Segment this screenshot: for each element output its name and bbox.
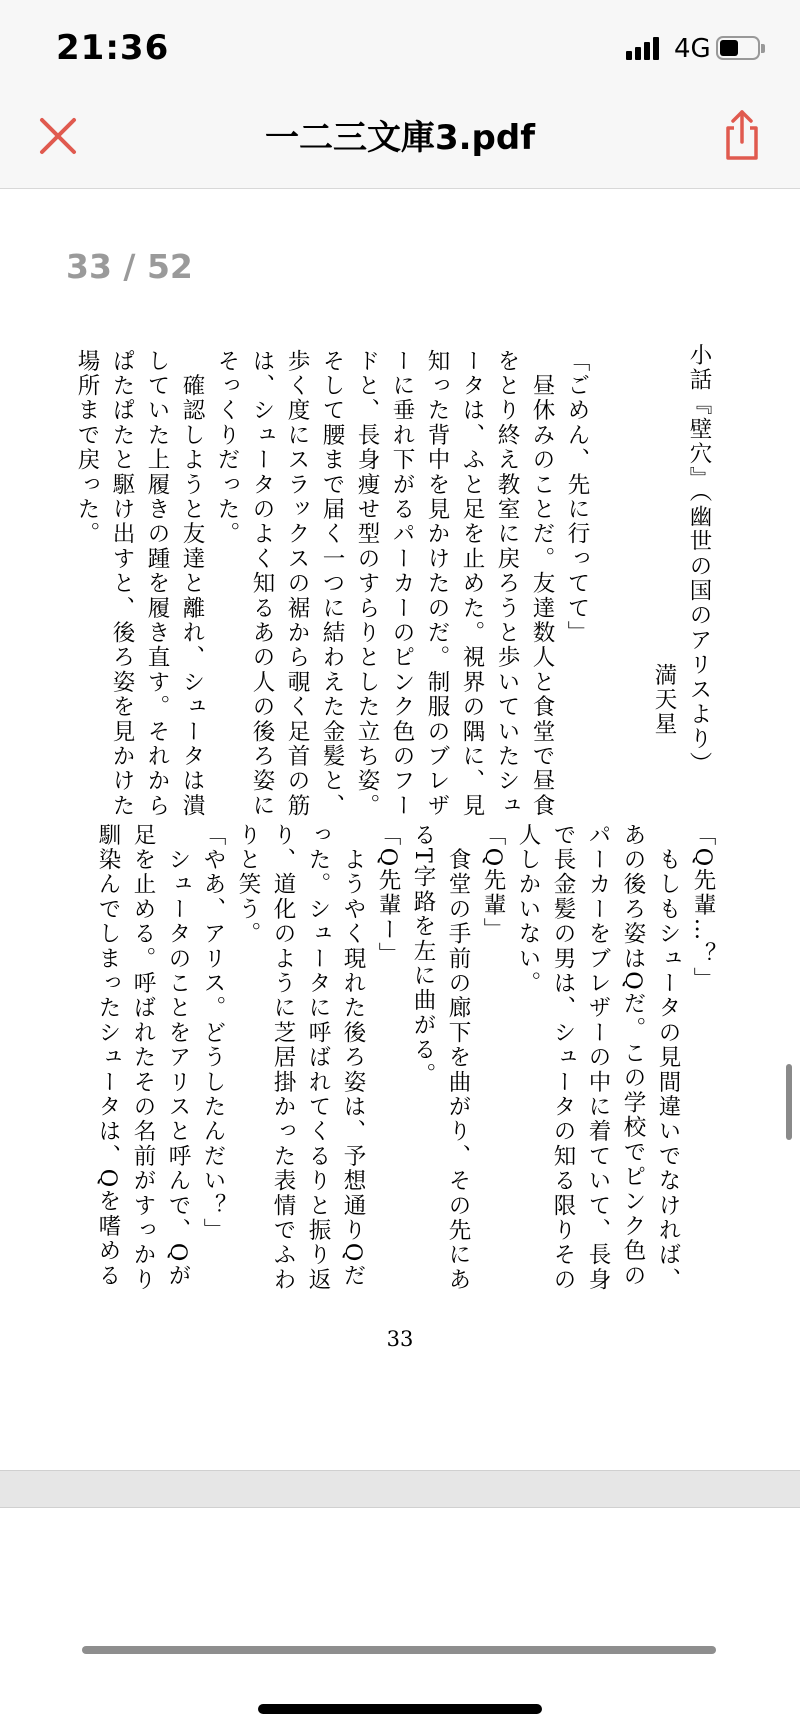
text-line: 知った背中を見かけたのだ。制服のブレザ: [424, 349, 450, 819]
text-line: そして腰まで届く一つに結わえた金髪と、: [319, 349, 345, 819]
scroll-indicator[interactable]: [786, 1064, 792, 1140]
page-indicator: 33 / 52: [66, 247, 193, 286]
text-line: 「ごめん、先に行ってて」: [564, 349, 590, 646]
share-icon: [720, 108, 764, 164]
text-line: ータは、ふと足を止めた。視界の隅に、見: [459, 349, 485, 819]
document-title: 一二三文庫3.pdf: [264, 118, 536, 158]
story-title: 小話『壁穴』（幽世の国のアリスより）: [686, 343, 712, 777]
text-line: で長金髪の男は、シュータの知る限りその: [550, 823, 576, 1293]
status-time: 21:36: [56, 28, 170, 68]
text-line: は、シュータのよく知るあの人の後ろ姿に: [249, 349, 275, 819]
status-bar: [0, 0, 800, 90]
battery-icon: [716, 36, 766, 62]
page-separator: [0, 1470, 800, 1508]
text-line: りと笑う。: [235, 823, 261, 947]
text-line: 「Q先輩ー」: [375, 823, 401, 968]
page-number: 33: [386, 1327, 414, 1351]
text-line: 食堂の手前の廊下を曲がり、その先にあ: [445, 823, 471, 1293]
text-line: そっくりだった。: [214, 349, 240, 547]
home-indicator[interactable]: [258, 1704, 542, 1714]
close-icon: [36, 114, 80, 158]
pdf-page[interactable]: [0, 189, 800, 1469]
text-line: ぱたぱたと駆け出すと、後ろ姿を見かけた: [109, 349, 135, 819]
text-line: ようやく現れた後ろ姿は、予想通りQだ: [340, 823, 366, 1289]
page-scrubber-bar[interactable]: [82, 1646, 716, 1654]
text-line: あの後ろ姿はQだ。この学校でピンク色の: [620, 823, 646, 1289]
text-line: 足を止める。呼ばれたその名前がすっかり: [130, 823, 156, 1293]
text-line: 場所まで戻った。: [74, 349, 100, 547]
cellular-signal-icon: [626, 36, 666, 60]
text-line: った。シュータに呼ばれてくるりと振り返: [305, 823, 331, 1293]
navigation-bar: [0, 90, 800, 189]
text-line: 人しかいない。: [515, 823, 541, 996]
text-line: パーカーをブレザーの中に着ていて、長身: [585, 823, 611, 1293]
story-author: 満天星: [651, 663, 677, 738]
text-column-lower: [90, 823, 720, 1463]
text-line: ドと、長身痩せ型のすらりとした立ち姿。: [354, 349, 380, 819]
text-line: 「やあ、アリス。どうしたんだい？」: [200, 823, 226, 1243]
text-line: 馴染んでしまったシュータは、Qを嗜める: [95, 823, 121, 1289]
text-line: ーに垂れ下がるパーカーのピンク色のフー: [389, 349, 415, 819]
text-line: していた上履きの踵を履き直す。それから: [144, 349, 170, 819]
close-button[interactable]: [36, 114, 80, 158]
network-type: 4G: [674, 34, 711, 64]
text-line: り、道化のように芝居掛かった表情でふわ: [270, 823, 296, 1293]
text-line: 確認しようと友達と離れ、シュータは潰: [179, 349, 205, 819]
text-line: もしもシュータの見間違いでなければ、: [655, 823, 681, 1293]
text-line: るT字路を左に曲がる。: [410, 823, 436, 1088]
text-line: 歩く度にスラックスの裾から覗く足首の筋: [284, 349, 310, 819]
text-line: シュータのことをアリスと呼んで、Qが: [165, 823, 191, 1289]
text-line: 「Q先輩」: [480, 823, 506, 943]
text-line: 昼休みのことだ。友達数人と食堂で昼食: [529, 349, 555, 819]
text-line: をとり終え教室に戻ろうと歩いていたシュ: [494, 349, 520, 819]
text-line: 「Q先輩…？」: [690, 823, 716, 992]
share-button[interactable]: [720, 108, 764, 164]
next-pdf-page[interactable]: [0, 1508, 800, 1732]
